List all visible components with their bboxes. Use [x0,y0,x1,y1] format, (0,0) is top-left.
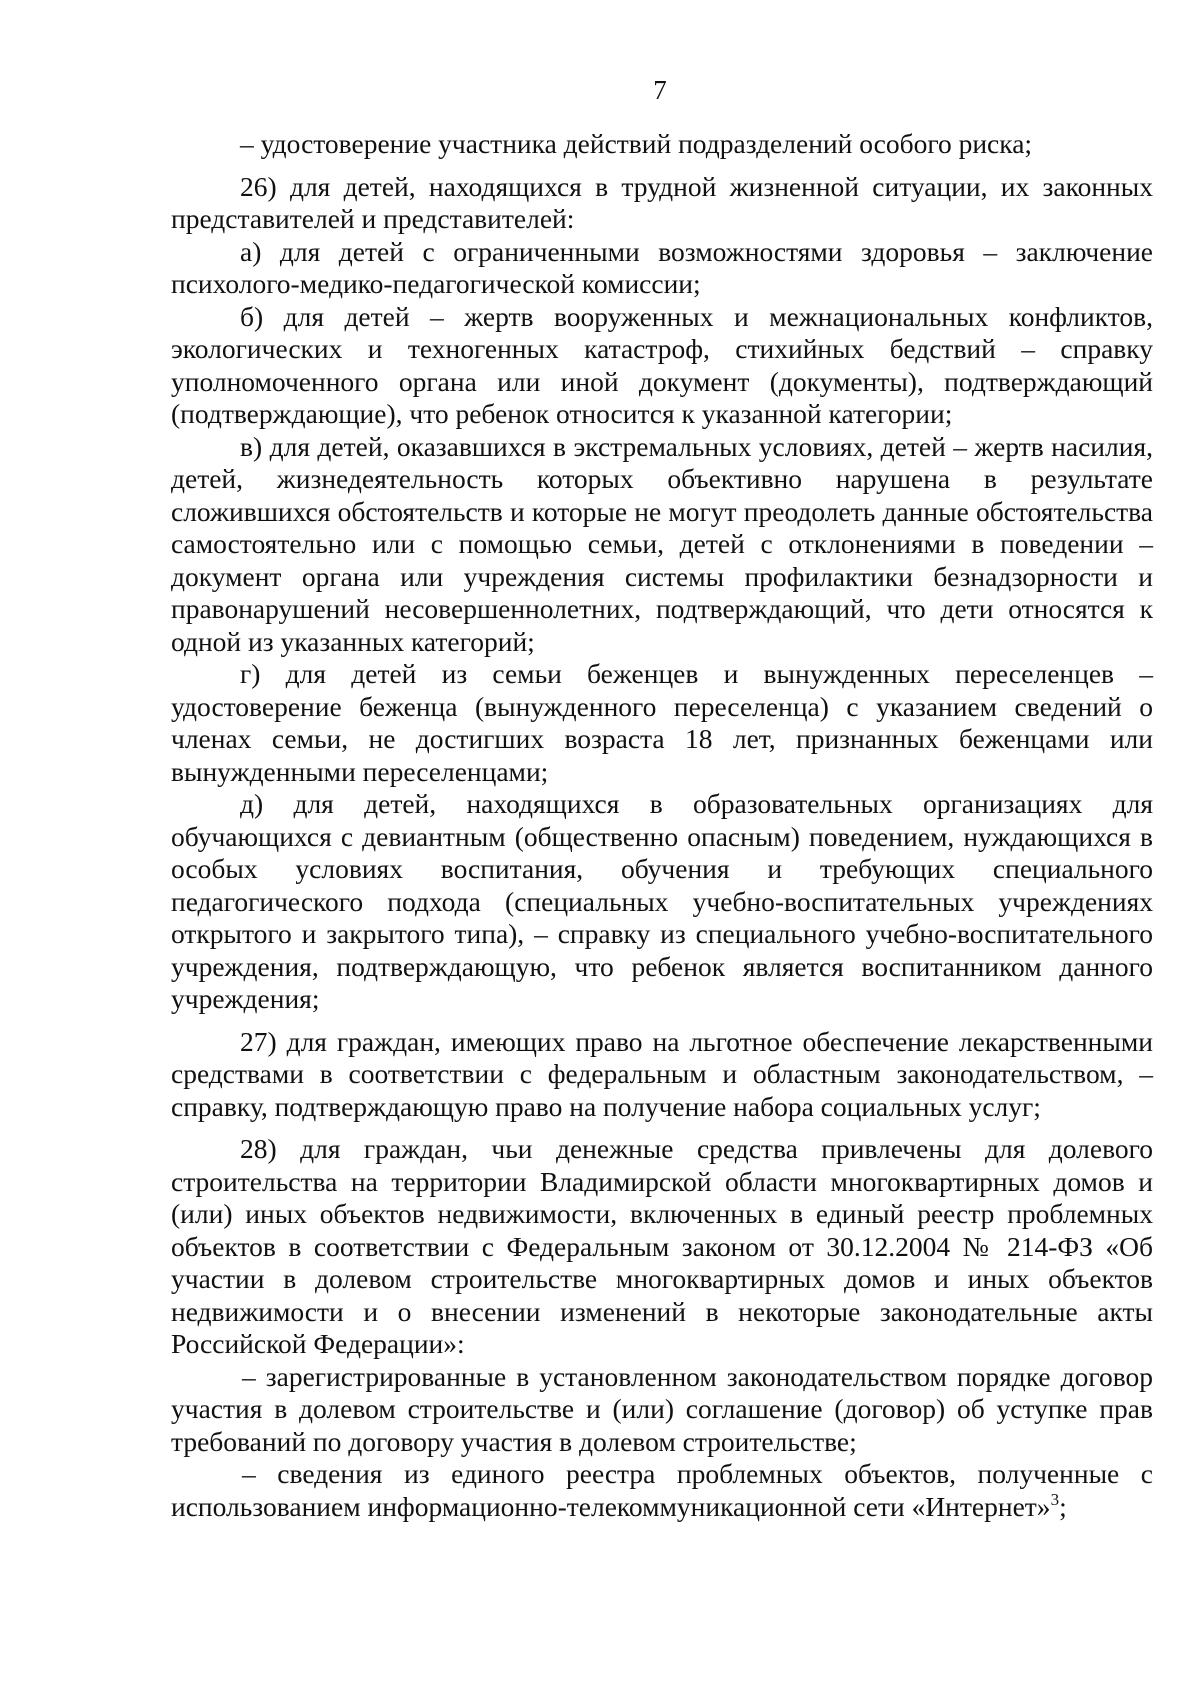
trailing-punctuation: ; [1059,1490,1067,1522]
page-number: 7 [653,75,667,105]
footnote-reference: 3 [1050,1489,1060,1509]
registry-text: – сведения из единого реестра проблемных объектов, полученные с использованием информационно-телекоммуникационной сети «Интернет» [171,1458,1153,1522]
paragraph-item-26g: г) для детей из семьи беженцев и вынужденных переселенцев – удостоверение беженца (вынужденного переселенца) с указанием сведений о членах семьи, не достигших возраста 18 лет, признанных беженцами или вынужденными переселенцами; [171,658,1153,787]
document-body [171,128,1153,1523]
paragraph-item-26v: в) для детей, оказавшихся в экстремальных условиях, детей – жертв насилия, детей, жизнедеятельность которых объективно нарушена в результате сложившихся обстоятельств и которые не могут преодолеть данные обстоятельства самостоятельно или с помощью семьи, детей с отклонениями в поведении – документ органа или учреждения системы профилактики безнадзорности и правонарушений несовершеннолетних, подтверждающий, что дети относятся к одной из указанных категорий; [171,430,1153,657]
paragraph-item-26a: а) для детей с ограниченными возможностями здоровья – заключение психолого-медико-педагогической комиссии; [171,235,1153,299]
paragraph-risk-units-certificate: – удостоверение участника действий подразделений особого риска; [240,128,1033,159]
paragraph-item-28-registry [171,1458,1153,1523]
paragraph-item-28-contract: – зарегистрированные в установленном законодательством порядке договор участия в долевом строительстве и (или) соглашение (договор) об уступке прав требований по договору участия в долевом строительстве; [171,1360,1153,1457]
paragraph-item-26d: д) для детей, находящихся в образовательных организациях для обучающихся с девиантным (общественно опасным) поведением, нуждающихся в особых условиях воспитания, обучения и требующих специального педагогического подхода (специальных учебно-воспитательных учреждениях открытого и закрытого типа), – справку из специального учебно-воспитательного учреждения, подтверждающую, что ребенок является воспитанником данного учреждения; [171,788,1153,1014]
paragraph-item-26: 26) для детей, находящихся в трудной жизненной ситуации, их законных представителей и представителей: [171,170,1153,234]
paragraph-item-27: 27) для граждан, имеющих право на льготное обеспечение лекарственными средствами в соответствии с федеральным и областным законодательством, – справку, подтверждающую право на получение набора социальных услуг; [171,1025,1153,1122]
paragraph-item-26b: б) для детей – жертв вооруженных и межнациональных конфликтов, экологических и техногенных катастроф, стихийных бедствий – справку уполномоченного органа или иной документ (документы), подтверждающий (подтверждающие), что ребенок относится к указанной категории; [171,300,1153,429]
paragraph-item-28: 28) для граждан, чьи денежные средства привлечены для долевого строительства на территории Владимирской области многоквартирных домов и (или) иных объектов недвижимости, включенных в единый реестр проблемных объектов в соответствии с Федеральным законом от 30.12.2004 № 214-ФЗ «Об участии в долевом строительстве многоквартирных домов и иных объектов недвижимости и о внесении изменений в некоторые законодательные акты Российской Федерации»: [171,1133,1153,1359]
